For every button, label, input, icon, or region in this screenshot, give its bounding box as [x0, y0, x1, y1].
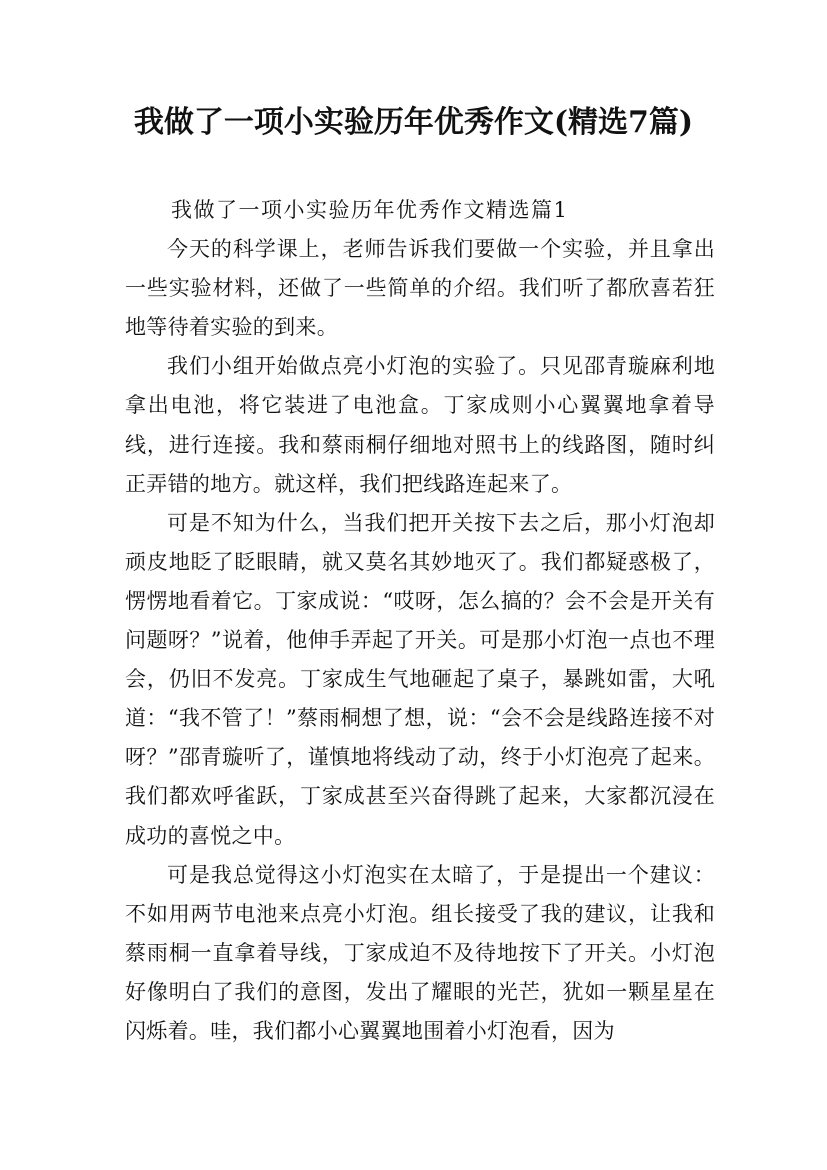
paragraph-2: 我们小组开始做点亮小灯泡的实验了。只见邵青璇麻利地拿出电池，将它装进了电池盒。丁家成则小心翼翼地拿着导线，进行连接。我和蔡雨桐仔细地对照书上的线路图，随时纠正弄错的地方。就这样，我们把线路连起来了。: [125, 354, 715, 496]
document-title: 我做了一项小实验历年优秀作文(精选7篇): [133, 105, 694, 140]
document-body: [125, 191, 715, 1051]
paragraph-3: 可是不知为什么，当我们把开关按下去之后，那小灯泡却顽皮地眨了眨眼睛，就又莫名其妙地灭了。我们都疑惑极了，愣愣地看着它。丁家成说：“哎呀，怎么搞的？会不会是开关有问题呀？”说着，他伸手弄起了开关。可是那小灯泡一点也不理会，仍旧不发亮。丁家成生气地砸起了桌子，暴跳如雷，大吼道：“我不管了！”蔡雨桐想了想，说：“会不会是线路连接不对呀？”邵青璇听了，谨慎地将线动了动，终于小灯泡亮了起来。我们都欢呼雀跃，丁家成甚至兴奋得跳了起来，大家都沉浸在成功的喜悦之中。: [125, 510, 715, 848]
paragraph-4: 可是我总觉得这小灯泡实在太暗了，于是提出一个建议：不如用两节电池来点亮小灯泡。组长接受了我的建议，让我和蔡雨桐一直拿着导线，丁家成迫不及待地按下了开关。小灯泡好像明白了我们的意图，发出了耀眼的光芒，犹如一颗星星在闪烁着。哇，我们都小心翼翼地围着小灯泡看，因为: [125, 862, 715, 1043]
section-heading: 我做了一项小实验历年优秀作文精选篇1: [171, 198, 569, 222]
paragraph-1: 今天的科学课上，老师告诉我们要做一个实验，并且拿出一些实验材料，还做了一些简单的介绍。我们听了都欣喜若狂地等待着实验的到来。: [125, 237, 715, 340]
